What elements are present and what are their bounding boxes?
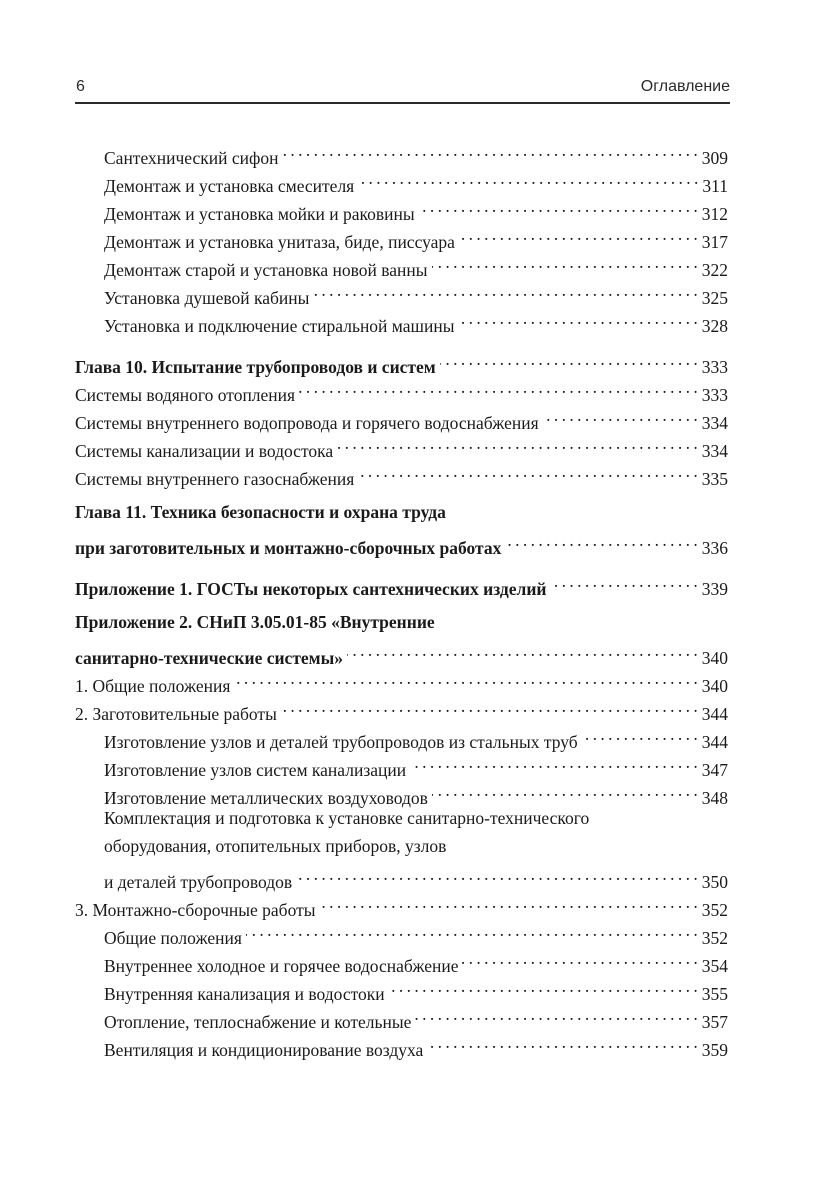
chapter-title: при заготовительных и монтажно-сборочных работах (75, 538, 502, 558)
dot-leader (299, 373, 698, 401)
chapter-page: 336 (701, 538, 728, 558)
dot-leader (459, 304, 698, 332)
toc-entry-page: 348 (701, 788, 728, 808)
toc-entry-page: 325 (701, 288, 728, 308)
toc-entry-page: 352 (701, 928, 728, 948)
dot-leader (296, 860, 698, 888)
appendix-title: Приложение 2. СНиП 3.05.01-85 «Внутренние (75, 612, 435, 632)
toc-entry-page: 322 (701, 260, 728, 280)
running-title: Оглавление (640, 78, 730, 95)
toc-entry-title: Установка душевой кабины (104, 288, 310, 308)
toc-entry-title: и деталей трубопроводов (104, 872, 293, 892)
toc-entry-title: Отопление, теплоснабжение и котельные (104, 1012, 412, 1032)
toc-entry-multiline[interactable] (75, 804, 728, 832)
toc-entry-title: Системы канализации и водостока (75, 441, 334, 461)
chapter-title: Глава 11. Техника безопасности и охрана труда (75, 502, 446, 522)
toc-entry-page: 354 (701, 956, 728, 976)
toc-entry-page: 344 (701, 704, 728, 724)
dot-leader (347, 636, 698, 664)
toc-appendix-2-line2[interactable] (75, 636, 728, 668)
dot-leader (246, 916, 698, 944)
appendix-title: санитарно-технические системы» (75, 648, 344, 668)
toc-entry-title: Внутреннее холодное и горячее водоснабжение (104, 956, 459, 976)
toc-entry-page: 335 (701, 469, 728, 489)
toc-entry-title: оборудования, отопительных приборов, узлов (104, 836, 447, 856)
toc-entry-page: 328 (701, 316, 728, 336)
dot-leader (337, 429, 698, 457)
appendix-page: 340 (701, 648, 728, 668)
toc-entry-page: 355 (701, 984, 728, 1004)
toc-entry-title: Изготовление узлов систем канализации (104, 760, 407, 780)
toc-entry-page: 334 (701, 441, 728, 461)
toc-chapter-10[interactable] (75, 345, 728, 377)
toc-entry-title: Комплектация и подготовка к установке санитарно-технического (104, 808, 590, 828)
toc-entry-title: Общие положения (104, 928, 242, 948)
appendix-page: 339 (701, 579, 728, 599)
toc-entry-page: 333 (701, 385, 728, 405)
toc-appendix-2-line1[interactable] (75, 608, 728, 636)
toc-entry-title: Системы внутреннего водопровода и горячего водоснабжения (75, 413, 539, 433)
toc-entry-page: 317 (701, 232, 728, 252)
dot-leader (234, 664, 697, 692)
dot-leader (432, 248, 698, 276)
toc-entry-title: Демонтаж старой и установка новой ванны (104, 260, 428, 280)
dot-leader (582, 720, 698, 748)
toc-appendix-1[interactable] (75, 567, 728, 599)
toc-entry-title: Системы внутреннего газоснабжения (75, 469, 355, 489)
dot-leader (462, 944, 697, 972)
dot-leader (389, 972, 698, 1000)
dot-leader (459, 220, 698, 248)
chapter-page: 333 (701, 357, 728, 377)
toc-entry-page: 312 (701, 204, 728, 224)
header-rule (75, 102, 730, 104)
toc-entry-page: 347 (701, 760, 728, 780)
table-of-contents (75, 136, 728, 1060)
page-number: 6 (76, 78, 85, 95)
dot-leader (551, 567, 698, 595)
toc-entry-page: 309 (701, 148, 728, 168)
toc-entry-page: 344 (701, 732, 728, 752)
toc-entry-title: 1. Общие положения (75, 676, 231, 696)
dot-leader (358, 457, 697, 485)
toc-entry-page: 352 (701, 900, 728, 920)
toc-entry[interactable] (75, 136, 728, 168)
dot-leader (543, 401, 698, 429)
dot-leader (440, 345, 698, 373)
toc-entry-title: Изготовление узлов и деталей трубопроводов из стальных труб (104, 732, 578, 752)
dot-leader (432, 776, 698, 804)
running-header (75, 78, 730, 100)
toc-entry-title: Изготовление металлических воздуховодов (104, 788, 428, 808)
dot-leader (358, 164, 698, 192)
toc-entry-page: 359 (701, 1040, 728, 1060)
dot-leader (410, 748, 698, 776)
dot-leader (505, 526, 697, 554)
dot-leader (415, 1000, 697, 1028)
toc-entry-title: Внутренняя канализация и водостоки (104, 984, 385, 1004)
toc-entry-page: 334 (701, 413, 728, 433)
toc-chapter-11-line2[interactable] (75, 526, 728, 558)
toc-entry-title: Вентиляция и кондиционирование воздуха (104, 1040, 424, 1060)
toc-entry-title: Демонтаж и установка смесителя (104, 176, 355, 196)
chapter-title: Глава 10. Испытание трубопроводов и систем (75, 357, 436, 377)
toc-entry-page: 340 (701, 676, 728, 696)
dot-leader (427, 1028, 697, 1056)
toc-entry-title: Сантехнический сифон (104, 148, 279, 168)
dot-leader (281, 692, 698, 720)
dot-leader (320, 888, 698, 916)
dot-leader (313, 276, 697, 304)
toc-entry-multiline[interactable] (75, 860, 728, 892)
toc-entry-title: Системы водяного отопления (75, 385, 296, 405)
toc-entry-title: 3. Монтажно-сборочные работы (75, 900, 316, 920)
toc-entry-title: Демонтаж и установка мойки и раковины (104, 204, 415, 224)
toc-entry-title: 2. Заготовительные работы (75, 704, 277, 724)
appendix-title: Приложение 1. ГОСТы некоторых сантехнических изделий (75, 579, 547, 599)
dot-leader (282, 136, 697, 164)
toc-entry-page: 311 (702, 176, 728, 196)
toc-entry-title: Демонтаж и установка унитаза, биде, писсуара (104, 232, 455, 252)
toc-entry-page: 350 (701, 872, 728, 892)
toc-entry-page: 357 (701, 1012, 728, 1032)
dot-leader (419, 192, 698, 220)
toc-chapter-11-line1[interactable] (75, 498, 728, 526)
toc-entry-title: Установка и подключение стиральной машины (104, 316, 455, 336)
toc-entry-multiline[interactable] (75, 832, 728, 860)
